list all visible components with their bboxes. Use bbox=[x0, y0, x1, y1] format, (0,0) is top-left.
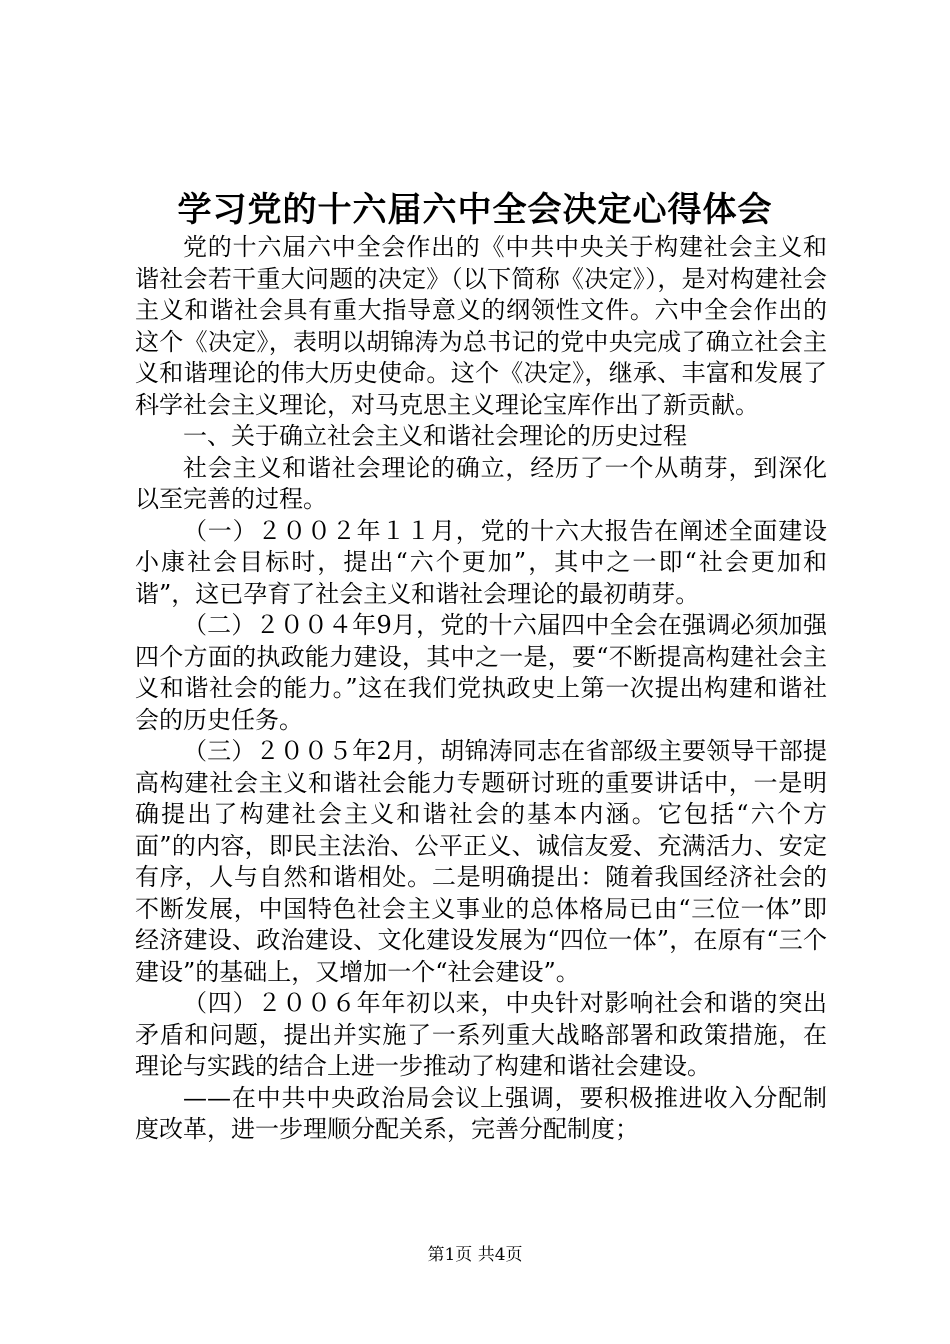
section-heading: 一、关于确立社会主义和谐社会理论的历史过程 bbox=[183, 422, 687, 450]
paragraph: （四）２００６年年初以来，中央针对影响社会和谐的突出矛盾和问题，提出并实施了一系列重大战略部署和政策措施，在理论与实践的结合上进一步推动了构建和谐社会建设。 bbox=[135, 989, 827, 1080]
paragraph: （三）２００５年2月，胡锦涛同志在省部级主要领导干部提高构建社会主义和谐社会能力专题研讨班的重要讲话中，一是明确提出了构建社会主义和谐社会的基本内涵。它包括“六个方面”的内容，即民主法治、公平正义、诚信友爱、充满活力、安定有序，人与自然和谐相处。二是明确提出：随着我国经济社会的不断发展，中国特色社会主义事业的总体格局已由“三位一体”即经济建设、政治建设、文化建设发展为“四位一体”，在原有“三个建设”的基础上，又增加一个“社会建设”。 bbox=[135, 737, 827, 986]
paragraph: 党的十六届六中全会作出的《中共中央关于构建社会主义和谐社会若干重大问题的决定》（以下简称《决定》），是对构建社会主义和谐社会具有重大指导意义的纲领性文件。六中全会作出的这个《决定》，表明以胡锦涛为总书记的党中央完成了确立社会主义和谐理论的伟大历史使命。这个《决定》，继承、丰富和发展了科学社会主义理论，对马克思主义理论宝库作出了新贡献。 bbox=[135, 233, 827, 419]
paragraph: （二）２００４年9月，党的十六届四中全会在强调必须加强四个方面的执政能力建设，其中之一是，要“不断提高构建社会主义和谐社会的能力。”这在我们党执政史上第一次提出构建和谐社会的历史任务。 bbox=[135, 611, 827, 734]
page-title: 学习党的十六届六中全会决定心得体会 bbox=[177, 190, 773, 230]
paragraph: （一）２００２年１１月，党的十六大报告在阐述全面建设小康社会目标时，提出“六个更加”，其中之一即“社会更加和谐”，这已孕育了社会主义和谐社会理论的最初萌芽。 bbox=[135, 516, 827, 608]
document-body bbox=[135, 232, 827, 1146]
paragraph: 社会主义和谐社会理论的确立，经历了一个从萌芽，到深化以至完善的过程。 bbox=[135, 453, 827, 513]
page-footer: 第1页 共4页 bbox=[427, 1245, 523, 1265]
paragraph: ——在中共中央政治局会议上强调，要积极推进收入分配制度改革，进一步理顺分配关系，完善分配制度； bbox=[135, 1083, 827, 1143]
